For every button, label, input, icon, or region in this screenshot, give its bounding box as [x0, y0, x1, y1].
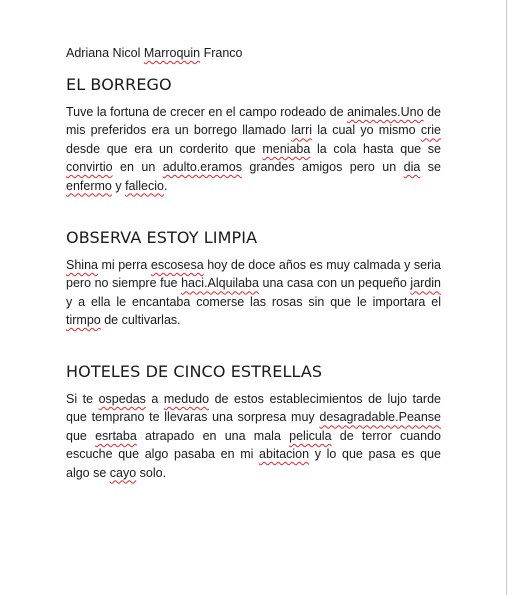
misspelled-word: enfermo	[66, 178, 112, 193]
misspelled-word: medudo	[163, 392, 210, 406]
text-run: Tuve la fortuna de crecer en el campo rodeado de	[66, 105, 348, 119]
misspelled-word: ospedas	[98, 392, 146, 406]
section-body-hoteles-de-cinco-estrellas	[66, 390, 441, 482]
misspelled-word: convirtio	[66, 160, 113, 175]
text-run: solo.	[136, 465, 167, 480]
misspelled-word: jardin	[410, 276, 441, 291]
section-heading-hoteles-de-cinco-estrellas: HOTELES DE CINCO ESTRELLAS	[66, 362, 323, 381]
misspelled-word: abitacion	[259, 447, 310, 462]
author-first-names: Adriana Nicol	[66, 46, 144, 60]
misspelled-word: esrtaba	[95, 428, 137, 443]
misspelled-word: fallecio	[125, 178, 164, 193]
section-heading-observa-estoy-limpia: OBSERVA ESTOY LIMPIA	[66, 228, 258, 247]
text-run: Si te	[66, 392, 99, 406]
misspelled-word: pelicula	[289, 428, 332, 443]
misspelled-word: larri	[291, 123, 313, 138]
misspelled-word: Shina	[66, 258, 98, 272]
misspelled-word: adulto.eramos	[162, 160, 242, 175]
text-run: de terror cuando escuche que algo pasaba en mi	[66, 428, 441, 462]
misspelled-word: escosesa	[150, 258, 204, 272]
section-body-observa-estoy-limpia	[66, 256, 441, 330]
section-heading-el-borrego: EL BORREGO	[66, 75, 172, 94]
text-run: una casa con un pequeño	[258, 276, 411, 291]
text-run: y a ella le encantaba comerse las rosas sin que le importara el	[66, 294, 441, 309]
misspelled-word: haci.Alquilaba	[181, 276, 259, 291]
author-last-name: Franco	[200, 46, 243, 60]
misspelled-word: tirmpo	[66, 313, 101, 328]
text-run: la cola hasta que se	[310, 141, 441, 156]
author-surname-misspelled: Marroquin	[143, 46, 201, 60]
misspelled-word: crie	[420, 123, 441, 138]
text-run: y lo que pasa es que algo se	[66, 447, 441, 480]
misspelled-word: dia	[403, 160, 421, 175]
text-run: y	[111, 178, 126, 193]
text-run: de estos establecimientos de lujo tarde que temprano te llevaras una sorpresa muy	[66, 392, 441, 425]
text-run: de mis preferidos era un borrego llamado	[66, 105, 441, 138]
section-body-el-borrego	[66, 103, 441, 195]
text-run: de cultivarlas.	[100, 313, 181, 328]
text-run: en un	[112, 160, 163, 175]
text-run: mi perra	[97, 258, 151, 272]
text-run: .	[163, 178, 168, 193]
misspelled-word: cayo	[109, 465, 137, 480]
text-run: grandes amigos pero un	[241, 160, 404, 175]
text-run: desde que era un corderito que	[66, 141, 263, 156]
misspelled-word: meniaba	[262, 141, 311, 156]
text-run: se	[420, 160, 441, 175]
misspelled-word: animales.Uno	[347, 105, 424, 119]
text-run: hoy de doce años es muy calmada y seria pero no siempre fue	[66, 258, 442, 291]
text-run: atrapado en una mala	[136, 428, 290, 443]
misspelled-word: desagradable.Peanse	[319, 410, 441, 425]
text-run: a	[145, 392, 164, 406]
author-name	[66, 46, 243, 60]
text-run: la cual yo mismo	[312, 123, 421, 138]
text-run: que	[66, 428, 96, 443]
